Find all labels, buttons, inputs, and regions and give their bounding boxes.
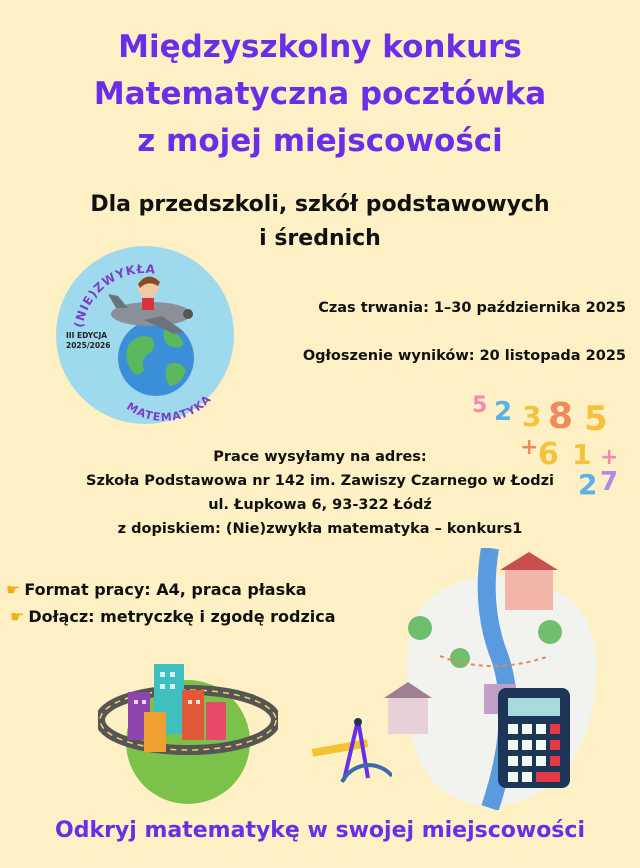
city-globe-illustration (98, 650, 278, 812)
title-line-2: Matematyczna pocztówka (93, 76, 547, 112)
bullet-attach-text: Dołącz: metryczkę i zgodę rodzica (28, 607, 336, 626)
address-block (0, 445, 640, 541)
bullet-format (6, 580, 307, 599)
logo-edition (66, 331, 111, 351)
contest-logo (56, 246, 234, 424)
svg-text:MATEMATYKA (124, 392, 214, 424)
number-mark: 5 (584, 399, 608, 439)
address-note: z dopiskiem: (Nie)zwykła matematyka – konkurs1 (117, 521, 523, 537)
number-mark: + (600, 445, 619, 470)
logo-bottom-text: MATEMATYKA (124, 392, 214, 424)
results-text: Ogłoszenie wyników: 20 listopada 2025 (302, 348, 626, 364)
compass-ruler-icon (312, 716, 392, 796)
number-mark: 2 (494, 397, 513, 427)
number-mark: 2 (578, 468, 598, 500)
number-mark: + (520, 435, 539, 460)
address-street: ul. Łupkowa 6, 93-322 Łódź (208, 497, 432, 513)
title-line-1: Międzyszkolny konkurs (118, 29, 522, 65)
bullet-attach (10, 607, 336, 626)
subtitle-line-2: i średnich (259, 226, 381, 251)
number-mark: 5 (472, 393, 488, 418)
number-mark: 1 (572, 438, 592, 471)
bullet-format-text: Format pracy: A4, praca płaska (24, 580, 307, 599)
pointing-hand-icon: ☛ (10, 607, 25, 626)
footer-slogan: Odkryj matematykę w swojej miejscowości (55, 818, 585, 843)
logo-top-text: (NIE)ZWYKŁA (71, 261, 157, 329)
duration-text: Czas trwania: 1–30 października 2025 (318, 300, 626, 316)
map-illustration (380, 548, 630, 810)
subtitle-line-1: Dla przedszkoli, szkół podstawowych (90, 192, 550, 217)
number-mark: 8 (548, 396, 574, 437)
number-mark: 3 (522, 400, 542, 433)
page-title (0, 24, 640, 165)
number-mark: 7 (600, 467, 619, 497)
address-school: Szkoła Podstawowa nr 142 im. Zawiszy Czarnego w Łodzi (86, 473, 554, 489)
logo-edition-years: 2025/2026 (66, 341, 111, 350)
number-mark: 6 (538, 437, 559, 472)
logo-edition-label: III EDYCJA (66, 331, 108, 340)
address-intro: Prace wysyłamy na adres: (213, 449, 427, 465)
pointing-hand-icon: ☛ (6, 580, 21, 599)
title-line-3: z mojej miejscowości (137, 123, 503, 159)
